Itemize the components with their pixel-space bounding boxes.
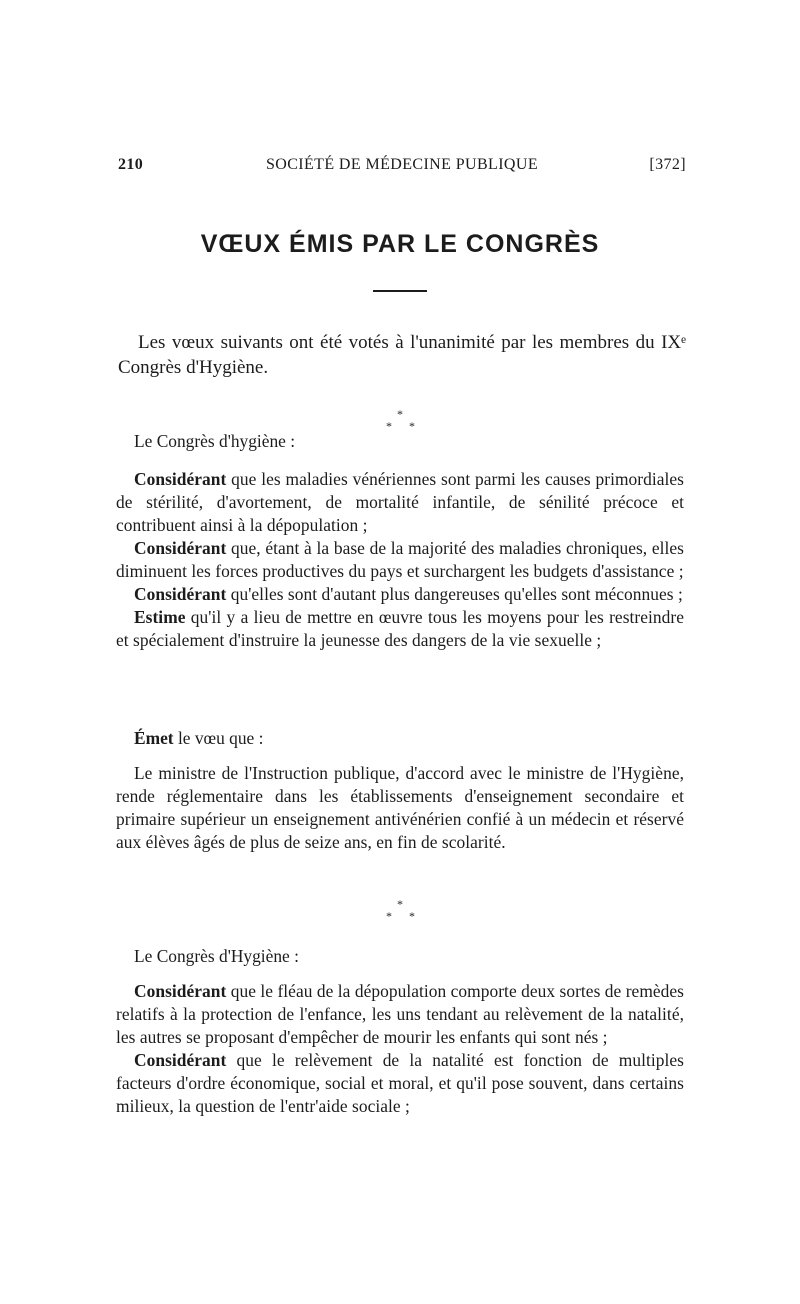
paragraph-text: que le fléau de la dépopulation comporte deux sortes de remèdes relatifs à la protection de l'enfance, les uns tendant au relèvement de la natalité, les autres se proposant d'empêcher de mourir les enfants qui sont nés ;: [116, 981, 684, 1047]
asterism-star: *: [386, 909, 392, 923]
emet-line: [134, 728, 263, 749]
section2-heading: Le Congrès d'Hygiène :: [134, 946, 299, 966]
intro-text: Les vœux suivants ont été votés à l'unanimité par les membres du IXᵉ Congrès d'Hygiène.: [118, 332, 686, 378]
intro-paragraph: [118, 330, 686, 380]
asterism-star: *: [397, 897, 403, 911]
section2-paragraph-2: [116, 1049, 684, 1118]
section2-body: [116, 980, 684, 1118]
asterism-2: [384, 898, 418, 924]
section1-heading: Le Congrès d'hygiène :: [134, 431, 296, 451]
section1-resolution: [116, 762, 684, 854]
section1-paragraph-3: [116, 583, 684, 606]
page-reference: [372]: [649, 156, 686, 173]
lead-word: Considérant: [134, 1050, 227, 1070]
lead-word: Considérant: [134, 981, 227, 1001]
paragraph-text: que les maladies vénériennes sont parmi les causes primordiales de stérilité, d'avortement, de mortalité infantile, de sénilité précoce et contribuent ainsi à la dépopulation ;: [116, 469, 684, 535]
section1-body: [116, 468, 684, 652]
section1-paragraph-1: [116, 468, 684, 537]
asterism-star: *: [409, 419, 415, 433]
paragraph-text: le vœu que :: [173, 728, 264, 748]
paragraph-text: que, étant à la base de la majorité des maladies chroniques, elles diminuent les forces productives du pays et surchargent les budgets d'assistance ;: [116, 538, 684, 581]
paragraph-text: qu'il y a lieu de mettre en œuvre tous les moyens pour les restreindre et spécialement d'instruire la jeunesse des dangers de la vie sexuelle ;: [116, 607, 684, 650]
page-number: 210: [118, 156, 144, 173]
section1-paragraph-4: [116, 606, 684, 652]
lead-word: Émet: [134, 728, 174, 748]
lead-word: Estime: [134, 607, 186, 627]
asterism-star: *: [386, 419, 392, 433]
journal-title: SOCIÉTÉ DE MÉDECINE PUBLIQUE: [265, 156, 539, 173]
asterism-1: [384, 408, 418, 434]
section1-paragraph-2: [116, 537, 684, 583]
running-head: [118, 156, 686, 180]
paragraph-text: qu'elles sont d'autant plus dangereuses qu'elles sont méconnues ;: [226, 584, 683, 604]
asterism-star: *: [409, 909, 415, 923]
asterism-star: *: [397, 407, 403, 421]
paragraph-text: que le relèvement de la natalité est fonction de multiples facteurs d'ordre économique, social et moral, et qu'il pose souvent, dans certains milieux, la question de l'entr'aide sociale ;: [116, 1050, 684, 1116]
lead-word: Considérant: [134, 469, 227, 489]
lead-word: Considérant: [134, 584, 227, 604]
lead-word: Considérant: [134, 538, 227, 558]
section-title: VŒUX ÉMIS PAR LE CONGRÈS: [200, 230, 600, 258]
section1-paragraph-5: Le ministre de l'Instruction publique, d'accord avec le ministre de l'Hygiène, rende réglementaire dans les établissements d'enseignement secondaire et primaire supérieur un enseignement antivénérien confié à un médecin et réservé aux élèves âgés de plus de seize ans, en fin de scolarité.: [116, 763, 684, 852]
section2-paragraph-1: [116, 980, 684, 1049]
title-rule: [373, 290, 427, 292]
